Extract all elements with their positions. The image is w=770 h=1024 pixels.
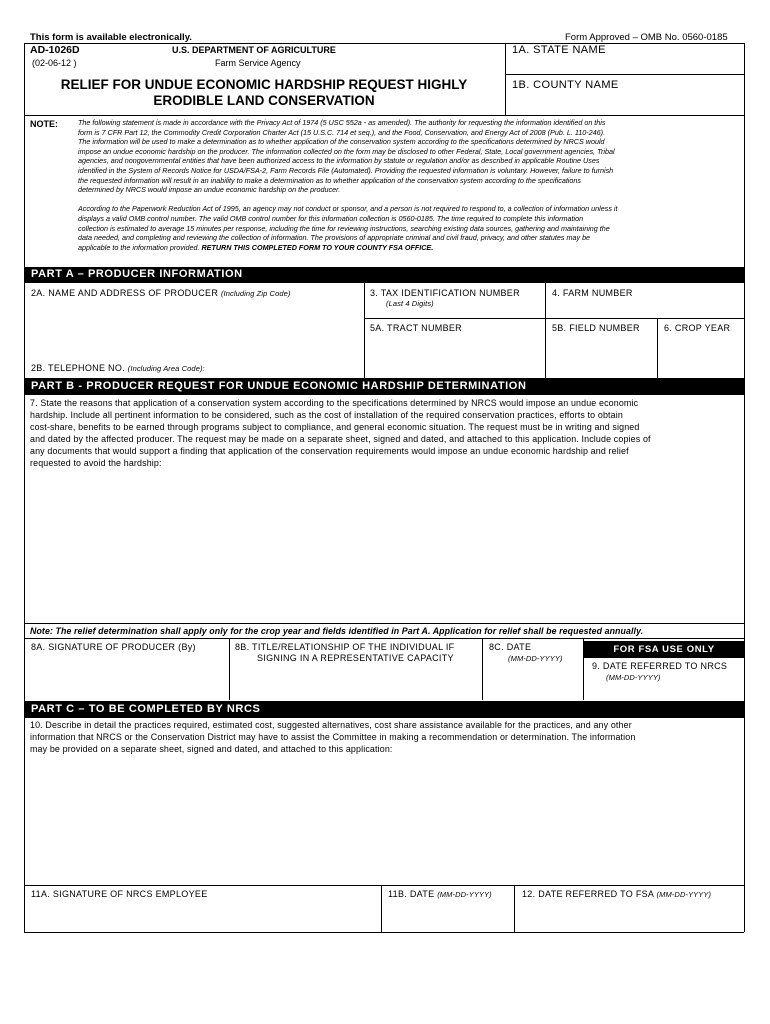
relief-determination-note: Note: The relief determination shall apply only for the crop year and fields identified in Part A. Application for relief shall be requested annually. (30, 626, 644, 636)
farm-number-label: 4. FARM NUMBER (552, 288, 633, 298)
producer-name-address-label: 2A. NAME AND ADDRESS OF PRODUCER (Including Zip Code) (31, 288, 291, 298)
omb-approval-note: Form Approved – OMB No. 0560-0185 (565, 32, 728, 43)
producer-date-field[interactable] (483, 639, 582, 700)
date-referred-nrcs-label: 9. DATE REFERRED TO NRCS (592, 661, 728, 671)
nrcs-practices-field[interactable] (25, 718, 744, 885)
agency-name: Farm Service Agency (215, 58, 301, 68)
producer-date-label: 8C. DATE (489, 642, 532, 652)
note-line: agencies, and nongovernmental entities that have been authorized access to the information by statute or regulation and/or as described in applicable Routine Uses (78, 156, 600, 166)
date-referred-nrcs-field[interactable] (584, 658, 744, 700)
tax-id-label: 3. TAX IDENTIFICATION NUMBER (370, 288, 520, 298)
form-number: AD-1026D (30, 44, 80, 56)
date-referred-nrcs-sub: (MM-DD-YYYY) (606, 673, 661, 682)
state-name-field[interactable] (506, 44, 744, 74)
form-title-line1: RELIEF FOR UNDUE ECONOMIC HARDSHIP REQUEST HIGHLY (60, 77, 468, 92)
item-10-line: 10. Describe in detail the practices required, estimated cost, suggested alternatives, cost share assistance available for the practices, and any other (30, 720, 632, 730)
representative-title-field[interactable] (230, 639, 481, 700)
tract-number-label: 5A. TRACT NUMBER (370, 323, 462, 333)
note-line: According to the Paperwork Reduction Act of 1995, an agency may not conduct or sponsor, and a person is not required to respond to, a collection of information unless it (78, 204, 618, 214)
note-line: identified in the System of Records Notice for USDA/FSA-2, Farm Records File (Automated). Providing the requested information is voluntary. However, failure to furnish (78, 165, 614, 175)
nrcs-date-field[interactable] (382, 886, 513, 932)
item-7-line: requested to avoid the hardship: (30, 458, 162, 468)
note-line (78, 195, 744, 205)
nrcs-signature-field[interactable] (25, 886, 380, 932)
date-referred-fsa-label: 12. DATE REFERRED TO FSA (MM-DD-YYYY) (522, 889, 712, 899)
privacy-act-notice (78, 118, 744, 252)
tax-id-sub: (Last 4 Digits) (386, 299, 434, 308)
item-10-line: information that NRCS or the Conservation District may have to assist the Committee in making a recommendation or determination. The information (30, 732, 636, 742)
date-referred-fsa-field[interactable] (515, 886, 744, 932)
telephone-field[interactable] (25, 362, 363, 378)
field-number-label: 5B. FIELD NUMBER (552, 323, 640, 333)
county-name-field[interactable] (506, 75, 744, 115)
return-form-instruction: RETURN THIS COMPLETED FORM TO YOUR COUNTY FSA OFFICE. (201, 242, 434, 252)
part-b-header: PART B - PRODUCER REQUEST FOR UNDUE ECONOMIC HARDSHIP DETERMINATION (24, 378, 744, 395)
department-name: U.S. DEPARTMENT OF AGRICULTURE (172, 45, 336, 55)
producer-signature-field[interactable] (25, 639, 228, 700)
item-7-line: 7. State the reasons that application of a conservation system according to the specifications determined by NRCS would impose an undue economic (30, 398, 639, 408)
representative-title-label-1: 8B. TITLE/RELATIONSHIP OF THE INDIVIDUAL IF (235, 642, 455, 652)
form-date: (02-06-12 ) (32, 58, 77, 68)
note-line: impose an undue economic hardship on the producer. The information collected on the form may be disclosed to other Federal, State, Local government agencies, Tribal (78, 146, 615, 156)
fsa-use-only-header: FOR FSA USE ONLY (584, 641, 744, 658)
state-name-label: 1A. STATE NAME (512, 44, 606, 56)
representative-title-label-2: SIGNING IN A REPRESENTATIVE CAPACITY (257, 653, 454, 663)
item-7-line: cost-share, benefits to be earned through programs subject to compliance, and general economic situation. The request must be in writing and signed (30, 422, 640, 432)
crop-year-label: 6. CROP YEAR (664, 323, 731, 333)
item-7-line: and dated by the affected producer. The request may be made on a separate sheet, signed and dated, and attached to this application. Include copies of (30, 434, 651, 444)
item-7-line: hardship. Include all pertinent information to be considered, such as the cost of installation of the required conservation practices, efforts to obtain (30, 410, 623, 420)
note-line: data needed, and completing and reviewing the collection of information. The provisions of appropriate criminal and civil fraud, privacy, and other statutes may be (78, 233, 591, 243)
note-line: form is 7 CFR Part 12, the Commodity Credit Corporation Charter Act (15 U.S.C. 714 et seq.), and the Food, Conservation, and Energy Act of 2008 (Pub. L. 110-246). (78, 127, 606, 137)
nrcs-date-label: 11B. DATE (MM-DD-YYYY) (388, 889, 492, 899)
county-name-label: 1B. COUNTY NAME (512, 79, 619, 91)
item-10-line: may be provided on a separate sheet, signed and dated, and attached to this application: (30, 744, 393, 754)
telephone-label: 2B. TELEPHONE NO. (Including Area Code): (31, 363, 205, 373)
tract-number-field[interactable] (365, 319, 544, 377)
note-line: determined by NRCS would impose an undue economic hardship on the producer. (78, 185, 341, 195)
item-10-instructions (30, 719, 742, 755)
tax-id-field[interactable] (365, 284, 544, 317)
electronic-availability-note: This form is available electronically. (30, 32, 192, 43)
note-line: displays a valid OMB control number. The valid OMB control number for this information collection is 0560-0185. The time required to complete this information (78, 213, 584, 223)
farm-number-field[interactable] (546, 284, 744, 317)
hardship-reasons-field[interactable] (25, 395, 744, 623)
part-a-header: PART A – PRODUCER INFORMATION (24, 267, 744, 283)
note-line: collection is estimated to average 15 minutes per response, including the time for reviewing instructions, searching existing data sources, gathering and maintaining the (78, 223, 610, 233)
producer-name-address-field[interactable] (25, 284, 363, 362)
note-label: NOTE: (30, 119, 58, 129)
note-line (78, 243, 744, 253)
producer-signature-label: 8A. SIGNATURE OF PRODUCER (By) (31, 642, 196, 652)
producer-date-sub: (MM-DD-YYYY) (508, 654, 563, 663)
crop-year-field[interactable] (658, 319, 744, 377)
note-line: The information will be used to make a determination as to whether application of the conservation system according to the specifications determined by NRCS would (78, 137, 605, 147)
form-title (30, 77, 498, 109)
item-7-line: any documents that would support a finding that application of the conservation requirements would impose an undue economic hardship and relief (30, 446, 629, 456)
item-7-instructions (30, 397, 742, 469)
nrcs-signature-label: 11A. SIGNATURE OF NRCS EMPLOYEE (31, 889, 208, 899)
field-number-field[interactable] (546, 319, 656, 377)
note-line: The following statement is made in accordance with the Privacy Act of 1974 (5 USC 552a - as amended). The authority for requesting the information identified on this (78, 118, 606, 127)
form-title-line2: ERODIBLE LAND CONSERVATION (153, 93, 375, 108)
note-line: the requested information will result in an inability to make a determination as to whether application of the conservation system according to the specifications (78, 175, 581, 185)
part-c-header: PART C – TO BE COMPLETED BY NRCS (24, 701, 744, 718)
note-last-line-text: applicable to the information provided. (78, 242, 202, 252)
